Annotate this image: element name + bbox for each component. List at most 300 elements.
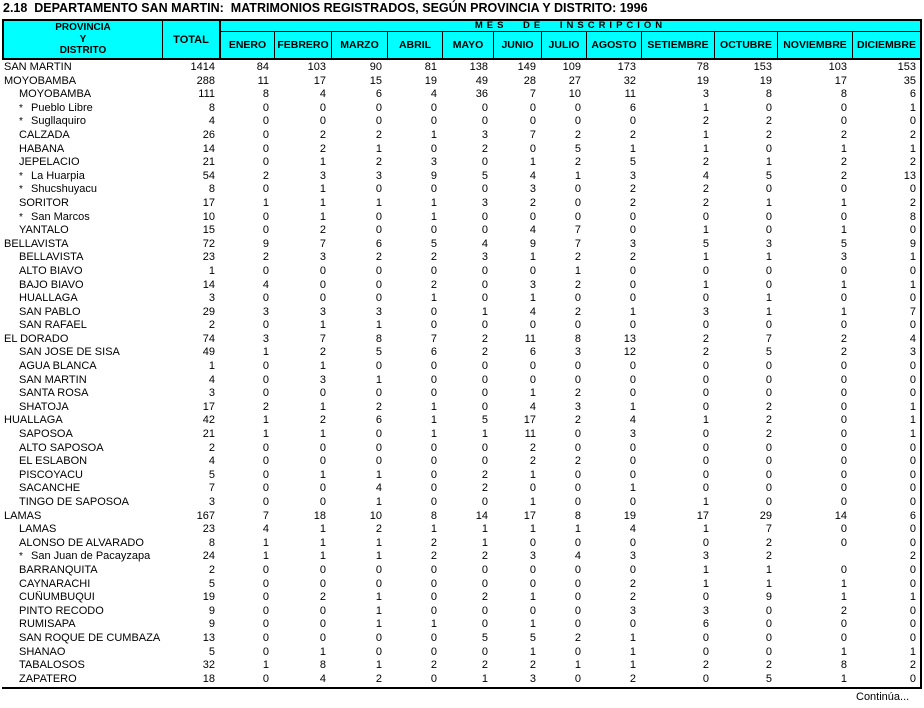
cell-month-junio: 4 — [529, 400, 536, 413]
table-row — [2, 673, 922, 687]
cell-month-agosto: 4 — [629, 523, 636, 536]
province-district-header — [4, 21, 163, 58]
row-label-text: EL ESLABON — [19, 455, 88, 468]
cell-month-junio: 0 — [529, 563, 536, 576]
cell-month-enero: 11 — [257, 74, 269, 87]
row-label-text: San Juan de Pacayzapa — [31, 550, 151, 563]
cell-total: 2 — [208, 319, 215, 332]
month-header-noviembre: NOVIEMBRE — [778, 32, 853, 58]
cell-month-abril: 0 — [430, 142, 437, 155]
cell-month-noviembre: 2 — [840, 128, 847, 141]
cell-month-diciembre: 2 — [909, 550, 916, 563]
cell-month-enero: 0 — [262, 441, 269, 454]
cell-total: 4 — [208, 373, 215, 386]
cell-month-marzo: 3 — [375, 305, 382, 318]
cell-month-julio: 3 — [574, 346, 581, 359]
cell-total: 21 — [202, 156, 215, 169]
cell-month-junio: 0 — [529, 319, 536, 332]
cell-month-febrero: 18 — [313, 509, 326, 522]
cell-month-mayo: 0 — [481, 264, 488, 277]
cell-month-febrero: 1 — [319, 210, 326, 223]
asterisk-marker: * — [19, 184, 23, 196]
cell-month-junio: 7 — [529, 128, 536, 141]
cell-month-enero: 4 — [262, 523, 269, 536]
cell-month-abril: 0 — [430, 563, 437, 576]
table-row — [2, 170, 922, 184]
cell-month-abril: 1 — [430, 210, 437, 223]
cell-month-setiembre: 0 — [702, 360, 709, 373]
cell-month-abril: 1 — [430, 523, 437, 536]
cell-month-diciembre: 8 — [909, 210, 916, 223]
cell-month-abril: 1 — [430, 196, 437, 209]
cell-month-agosto: 3 — [629, 169, 636, 182]
cell-month-abril: 1 — [430, 128, 437, 141]
cell-month-enero: 0 — [262, 373, 269, 386]
cell-month-febrero: 2 — [319, 128, 326, 141]
cell-month-mayo: 0 — [481, 373, 488, 386]
cell-month-octubre: 5 — [765, 169, 772, 182]
row-label-text: SAN MARTIN — [19, 373, 87, 386]
row-label-text: LAMAS — [19, 523, 57, 536]
cell-month-agosto: 2 — [629, 128, 636, 141]
cell-month-noviembre: 0 — [840, 360, 847, 373]
cell-month-agosto: 0 — [629, 468, 636, 481]
cell-month-diciembre: 0 — [909, 360, 916, 373]
cell-month-abril: 0 — [430, 496, 437, 508]
cell-month-abril: 4 — [430, 88, 437, 101]
table-row — [2, 224, 922, 238]
cell-month-marzo: 0 — [375, 563, 382, 576]
cell-total: 17 — [202, 196, 215, 209]
row-label-text: HUALLAGA — [19, 292, 78, 305]
cell-month-marzo: 0 — [375, 183, 382, 196]
cell-month-setiembre: 2 — [702, 156, 709, 169]
cell-month-octubre: 0 — [765, 618, 772, 631]
row-label — [2, 591, 163, 605]
cell-month-diciembre: 1 — [909, 428, 916, 441]
cell-month-febrero: 1 — [319, 468, 326, 481]
cell-month-mayo: 5 — [481, 631, 488, 644]
cell-month-marzo: 0 — [375, 224, 382, 237]
cell-month-mayo: 2 — [481, 346, 488, 359]
cell-month-noviembre: 2 — [840, 156, 847, 169]
cell-month-marzo: 90 — [369, 61, 382, 73]
cell-month-junio: 3 — [529, 672, 536, 685]
cell-month-mayo: 0 — [481, 115, 488, 128]
table-row — [2, 346, 922, 360]
cell-month-febrero: 2 — [319, 346, 326, 359]
cell-month-diciembre: 0 — [909, 373, 916, 386]
row-label-text: SACANCHE — [19, 482, 81, 495]
cell-month-diciembre: 1 — [909, 278, 916, 291]
cell-month-setiembre: 1 — [702, 142, 709, 155]
cell-month-noviembre: 0 — [840, 373, 847, 386]
cell-month-marzo: 2 — [375, 251, 382, 264]
table-row — [2, 428, 922, 442]
table-row — [2, 183, 922, 197]
cell-total: 15 — [202, 224, 215, 237]
cell-month-febrero: 0 — [319, 387, 326, 400]
row-label-text: BARRANQUITA — [19, 563, 98, 576]
cell-month-febrero: 8 — [319, 659, 326, 672]
cell-month-mayo: 0 — [481, 604, 488, 617]
month-header-agosto: AGOSTO — [587, 32, 642, 58]
cell-month-octubre: 29 — [759, 509, 772, 522]
table-row — [2, 292, 922, 306]
cell-total: 4 — [208, 455, 215, 468]
row-label — [2, 61, 163, 75]
cell-month-abril: 0 — [430, 115, 437, 128]
cell-month-abril: 2 — [430, 550, 437, 563]
cell-month-marzo: 2 — [375, 400, 382, 413]
cell-total: 49 — [202, 346, 215, 359]
cell-month-mayo: 0 — [481, 441, 488, 454]
cell-month-agosto: 0 — [629, 536, 636, 549]
cell-month-setiembre: 78 — [696, 61, 709, 73]
cell-month-octubre: 2 — [765, 536, 772, 549]
cell-month-noviembre: 0 — [840, 441, 847, 454]
table-row — [2, 333, 922, 347]
cell-month-mayo: 2 — [481, 332, 488, 345]
cell-month-julio: 4 — [574, 550, 581, 563]
cell-total: 23 — [202, 251, 215, 264]
cell-month-noviembre: 0 — [840, 319, 847, 332]
cell-month-mayo: 1 — [481, 672, 488, 685]
row-label-text: SAN MARTIN — [4, 61, 72, 73]
cell-month-marzo: 1 — [375, 319, 382, 332]
cell-month-octubre: 3 — [765, 237, 772, 250]
row-label — [2, 374, 163, 388]
row-label — [2, 564, 163, 578]
cell-month-setiembre: 3 — [702, 550, 709, 563]
cell-month-enero: 0 — [262, 264, 269, 277]
cell-month-abril: 3 — [430, 156, 437, 169]
cell-month-abril: 0 — [430, 264, 437, 277]
cell-month-julio: 0 — [574, 428, 581, 441]
cell-month-abril: 2 — [430, 251, 437, 264]
cell-month-junio: 0 — [529, 482, 536, 495]
cell-month-noviembre: 8 — [840, 659, 847, 672]
cell-month-octubre: 7 — [765, 332, 772, 345]
cell-month-junio: 4 — [529, 305, 536, 318]
cell-month-agosto: 6 — [629, 101, 636, 114]
cell-month-junio: 3 — [529, 278, 536, 291]
cell-month-febrero: 1 — [319, 645, 326, 658]
cell-total: 24 — [202, 550, 215, 563]
cell-month-julio: 0 — [574, 563, 581, 576]
cell-month-diciembre: 0 — [909, 292, 916, 305]
cell-month-marzo: 0 — [375, 292, 382, 305]
table-row — [2, 374, 922, 388]
row-label — [2, 550, 163, 564]
cell-month-marzo: 1 — [375, 468, 382, 481]
cell-month-mayo: 0 — [481, 387, 488, 400]
table-row — [2, 102, 922, 116]
cell-month-diciembre: 6 — [909, 509, 916, 522]
cell-month-noviembre: 0 — [840, 482, 847, 495]
table-right-border — [920, 60, 922, 689]
cell-month-mayo: 2 — [481, 468, 488, 481]
cell-month-junio: 2 — [529, 441, 536, 454]
cell-month-julio: 8 — [574, 332, 581, 345]
row-label-text: BAJO BIAVO — [19, 278, 84, 291]
row-label-text: La Huarpia — [31, 169, 85, 182]
cell-month-setiembre: 0 — [702, 468, 709, 481]
cell-month-junio: 2 — [529, 196, 536, 209]
cell-total: 8 — [208, 183, 215, 196]
row-label — [2, 279, 163, 293]
cell-month-enero: 3 — [262, 332, 269, 345]
cell-month-enero: 1 — [262, 536, 269, 549]
cell-month-enero: 0 — [262, 142, 269, 155]
cell-total: 111 — [198, 88, 215, 101]
cell-month-noviembre: 0 — [840, 536, 847, 549]
cell-month-setiembre: 2 — [702, 115, 709, 128]
cell-month-agosto: 12 — [623, 346, 636, 359]
row-label-text: SORITOR — [19, 196, 69, 209]
month-header-marzo: MARZO — [332, 32, 388, 58]
cell-month-febrero: 0 — [319, 496, 326, 508]
cell-month-julio: 0 — [574, 183, 581, 196]
row-label-text: SAPOSOA — [19, 428, 73, 441]
cell-total: 19 — [202, 591, 215, 604]
cell-month-octubre: 0 — [765, 142, 772, 155]
cell-month-diciembre: 0 — [909, 577, 916, 590]
cell-month-setiembre: 6 — [702, 618, 709, 631]
cell-month-diciembre: 1 — [909, 591, 916, 604]
cell-month-marzo: 0 — [375, 441, 382, 454]
cell-month-febrero: 1 — [319, 428, 326, 441]
cell-month-febrero: 1 — [319, 536, 326, 549]
cell-month-febrero: 1 — [319, 196, 326, 209]
row-label — [2, 455, 163, 469]
cell-month-setiembre: 0 — [702, 373, 709, 386]
row-label-text: CUÑUMBUQUI — [19, 591, 95, 604]
cell-month-junio: 1 — [529, 591, 536, 604]
cell-month-mayo: 36 — [475, 88, 488, 101]
cell-month-agosto: 1 — [629, 659, 636, 672]
months-header-group — [221, 21, 920, 58]
cell-month-setiembre: 2 — [702, 659, 709, 672]
cell-month-febrero: 0 — [319, 563, 326, 576]
table-row — [2, 88, 922, 102]
table-body — [2, 61, 922, 686]
cell-month-febrero: 0 — [319, 278, 326, 291]
cell-month-mayo: 0 — [481, 224, 488, 237]
cell-month-marzo: 1 — [375, 196, 382, 209]
row-label-text: TINGO DE SAPOSOA — [19, 496, 130, 508]
cell-month-marzo: 1 — [375, 550, 382, 563]
cell-month-diciembre: 0 — [909, 468, 916, 481]
cell-month-julio: 2 — [574, 455, 581, 468]
cell-total: 5 — [208, 645, 215, 658]
cell-month-junio: 2 — [529, 659, 536, 672]
row-label — [2, 605, 163, 619]
cell-month-abril: 0 — [430, 672, 437, 685]
row-label — [2, 292, 163, 306]
cell-month-noviembre: 1 — [840, 672, 847, 685]
cell-month-junio: 0 — [529, 577, 536, 590]
table-row — [2, 510, 922, 524]
cell-month-mayo: 5 — [481, 169, 488, 182]
cell-month-agosto: 2 — [629, 183, 636, 196]
cell-month-agosto: 0 — [629, 319, 636, 332]
cell-month-marzo: 1 — [375, 536, 382, 549]
cell-month-enero: 0 — [262, 224, 269, 237]
cell-month-diciembre: 0 — [909, 523, 916, 536]
row-label-text: BELLAVISTA — [19, 251, 84, 264]
cell-month-enero: 0 — [262, 319, 269, 332]
cell-month-agosto: 1 — [629, 645, 636, 658]
cell-month-mayo: 0 — [481, 278, 488, 291]
cell-total: 167 — [196, 509, 215, 522]
row-label — [2, 88, 163, 102]
cell-month-mayo: 4 — [481, 237, 488, 250]
month-header-setiembre: SETIEMBRE — [642, 32, 715, 58]
cell-month-octubre: 9 — [765, 591, 772, 604]
cell-month-octubre: 1 — [765, 305, 772, 318]
cell-month-setiembre: 0 — [702, 264, 709, 277]
cell-month-setiembre: 1 — [702, 128, 709, 141]
cell-month-junio: 17 — [523, 509, 536, 522]
row-label-text: MOYOBAMBA — [4, 74, 77, 87]
row-label — [2, 496, 163, 510]
row-label-text: CALZADA — [19, 128, 70, 141]
row-label — [2, 618, 163, 632]
cell-month-julio: 5 — [574, 142, 581, 155]
cell-month-setiembre: 0 — [702, 428, 709, 441]
cell-month-febrero: 3 — [319, 169, 326, 182]
row-label-text: SAN ROQUE DE CUMBAZA — [19, 631, 161, 644]
cell-month-octubre: 2 — [765, 115, 772, 128]
cell-month-junio: 0 — [529, 604, 536, 617]
cell-month-noviembre: 2 — [840, 332, 847, 345]
cell-month-febrero: 2 — [319, 591, 326, 604]
cell-month-marzo: 1 — [375, 373, 382, 386]
cell-month-junio: 6 — [529, 346, 536, 359]
cell-month-julio: 0 — [574, 591, 581, 604]
cell-month-marzo: 3 — [375, 169, 382, 182]
month-header-diciembre: DICIEMBRE — [857, 39, 916, 51]
cell-month-setiembre: 3 — [702, 88, 709, 101]
cell-month-agosto: 3 — [629, 428, 636, 441]
cell-month-abril: 0 — [430, 183, 437, 196]
cell-month-julio: 2 — [574, 156, 581, 169]
cell-total: 1 — [208, 264, 215, 277]
cell-month-enero: 7 — [262, 509, 269, 522]
cell-month-abril: 1 — [430, 400, 437, 413]
cell-month-octubre: 0 — [765, 278, 772, 291]
cell-month-marzo: 6 — [375, 414, 382, 427]
cell-month-enero: 8 — [262, 88, 269, 101]
cell-month-mayo: 3 — [481, 251, 488, 264]
cell-month-noviembre: 0 — [840, 496, 847, 508]
cell-month-octubre: 0 — [765, 264, 772, 277]
cell-month-enero: 0 — [262, 631, 269, 644]
cell-month-setiembre: 3 — [702, 305, 709, 318]
cell-month-setiembre: 0 — [702, 672, 709, 685]
cell-month-noviembre: 0 — [840, 631, 847, 644]
cell-month-noviembre: 0 — [840, 618, 847, 631]
cell-month-marzo: 2 — [375, 523, 382, 536]
row-label — [2, 129, 163, 143]
cell-month-setiembre: 0 — [702, 631, 709, 644]
row-label — [2, 333, 163, 347]
cell-month-abril: 2 — [430, 278, 437, 291]
cell-month-julio: 7 — [574, 224, 581, 237]
cell-month-marzo: 0 — [375, 387, 382, 400]
cell-month-abril: 1 — [430, 428, 437, 441]
cell-month-noviembre: 1 — [840, 305, 847, 318]
cell-month-febrero: 1 — [319, 156, 326, 169]
table-row — [2, 265, 922, 279]
cell-month-junio: 0 — [529, 142, 536, 155]
cell-month-setiembre: 0 — [702, 387, 709, 400]
cell-month-agosto: 19 — [623, 509, 636, 522]
cell-month-noviembre: 0 — [840, 115, 847, 128]
cell-total: 4 — [208, 115, 215, 128]
table-row — [2, 387, 922, 401]
cell-month-mayo: 5 — [481, 414, 488, 427]
cell-month-octubre: 8 — [765, 88, 772, 101]
cell-month-junio: 1 — [529, 496, 536, 508]
cell-month-julio: 1 — [574, 264, 581, 277]
cell-total: 17 — [202, 400, 215, 413]
cell-month-julio: 2 — [574, 278, 581, 291]
cell-month-julio: 0 — [574, 536, 581, 549]
cell-month-julio: 0 — [574, 672, 581, 685]
cell-month-julio: 2 — [574, 631, 581, 644]
cell-month-setiembre: 19 — [696, 74, 709, 87]
row-label-text: HABANA — [19, 142, 65, 155]
cell-month-agosto: 11 — [624, 88, 636, 101]
cell-month-julio: 0 — [574, 496, 581, 508]
cell-month-agosto: 0 — [629, 455, 636, 468]
cell-month-setiembre: 3 — [702, 604, 709, 617]
cell-month-setiembre: 1 — [702, 563, 709, 576]
cell-month-agosto: 2 — [629, 196, 636, 209]
cell-month-marzo: 5 — [375, 346, 382, 359]
cell-month-abril: 1 — [430, 618, 437, 631]
cell-month-abril: 1 — [430, 292, 437, 305]
cell-month-junio: 1 — [529, 251, 536, 264]
cell-month-junio: 1 — [529, 468, 536, 481]
table-row — [2, 238, 922, 252]
cell-month-noviembre: 2 — [840, 604, 847, 617]
cell-month-diciembre: 1 — [909, 101, 916, 114]
cell-month-octubre: 0 — [765, 360, 772, 373]
cell-month-agosto: 2 — [629, 591, 636, 604]
month-header-mayo: MAYO — [443, 32, 494, 58]
row-label — [2, 523, 163, 537]
cell-month-diciembre: 0 — [909, 264, 916, 277]
total-column-header: TOTAL — [163, 21, 221, 58]
cell-month-agosto: 5 — [629, 156, 636, 169]
cell-month-junio: 3 — [529, 183, 536, 196]
row-label-text: SAN JOSE DE SISA — [19, 346, 120, 359]
cell-month-enero: 0 — [262, 101, 269, 114]
cell-month-abril: 2 — [430, 659, 437, 672]
cell-month-julio: 2 — [574, 414, 581, 427]
cell-total: 9 — [208, 618, 215, 631]
cell-month-junio: 1 — [529, 387, 536, 400]
row-label — [2, 75, 163, 89]
cell-month-abril: 0 — [430, 101, 437, 114]
cell-month-enero: 0 — [262, 292, 269, 305]
cell-month-julio: 1 — [574, 523, 581, 536]
cell-month-setiembre: 0 — [702, 292, 709, 305]
cell-month-setiembre: 0 — [702, 591, 709, 604]
